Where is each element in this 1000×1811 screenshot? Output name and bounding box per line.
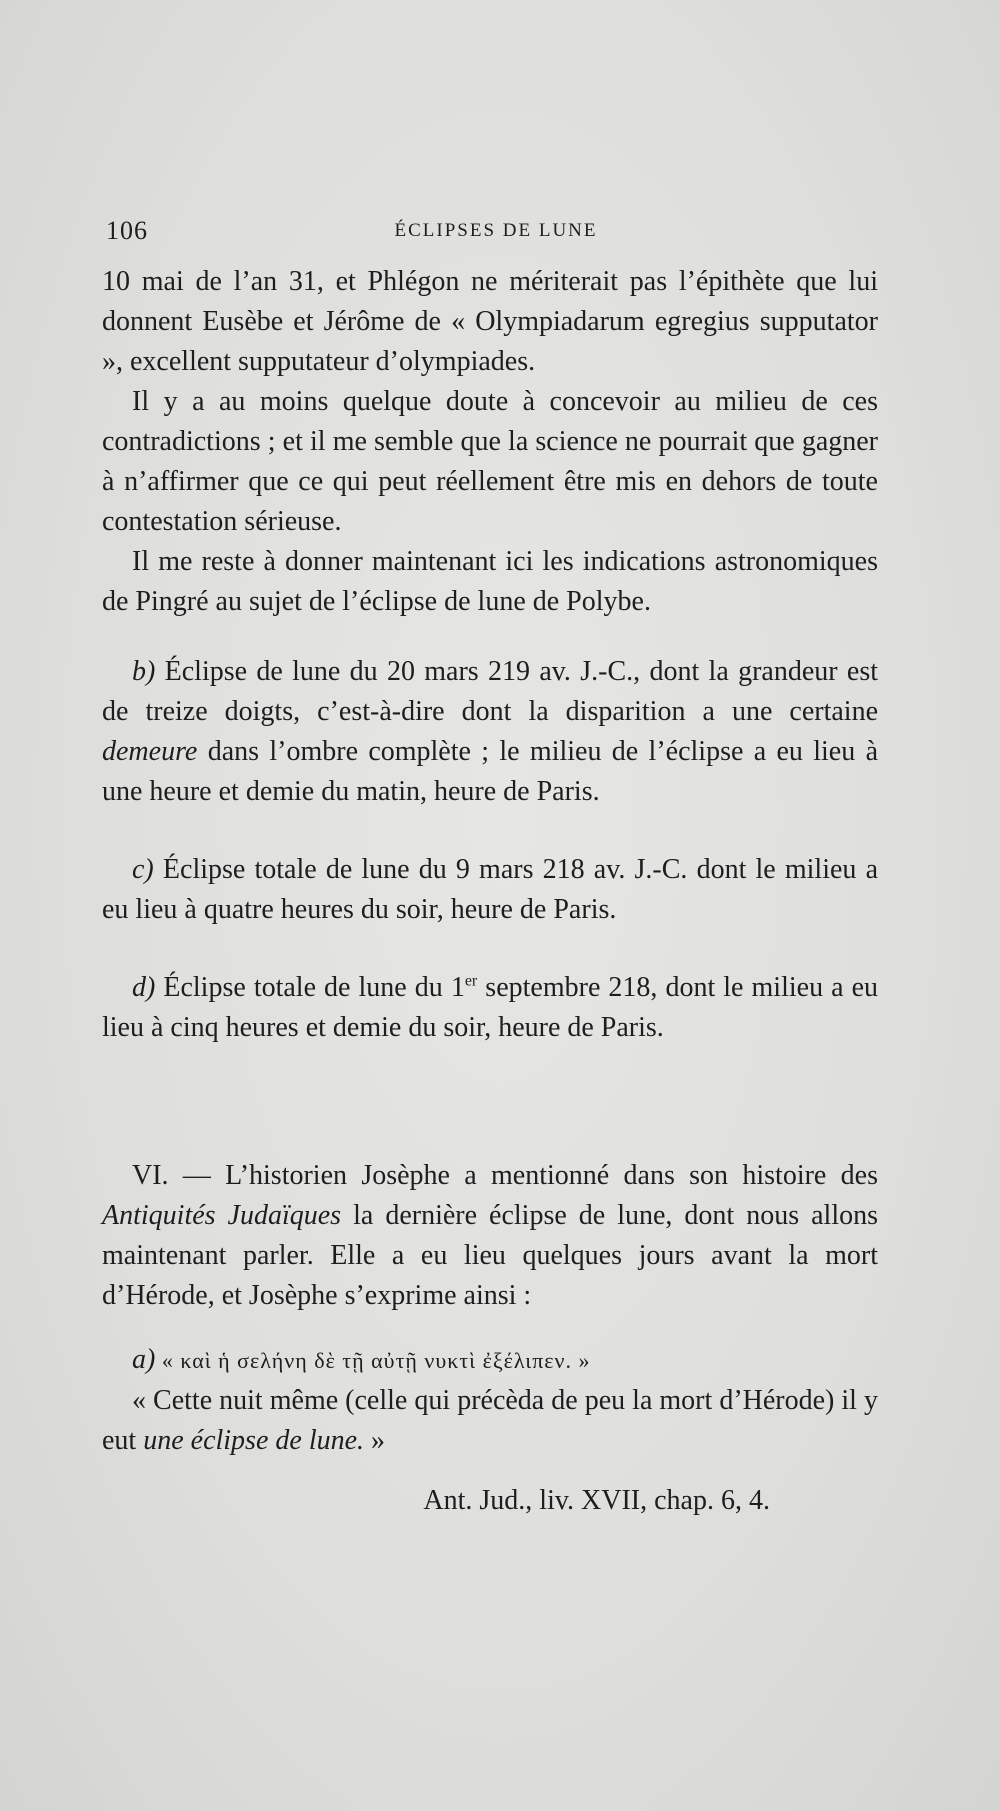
translation-emphasis: une éclipse de lune. (143, 1425, 365, 1456)
eclipse-c-label: c) (132, 854, 154, 885)
eclipse-b-text-end: dans l’ombre complète ; le milieu de l’éclipse a eu lieu à une heure et demie du matin, heure de Paris. (102, 736, 878, 807)
eclipse-c-paragraph (102, 850, 878, 930)
eclipse-b-emphasis: demeure (102, 736, 198, 767)
eclipse-b-paragraph (102, 652, 878, 812)
citation: Ant. Jud., liv. XVII, chap. 6, 4. (423, 1485, 770, 1516)
eclipse-d-superscript: er (464, 972, 478, 990)
paragraph-continuation: 10 mai de l’an 31, et Phlégon ne mériterait pas l’épithète que lui donnent Eusèbe et Jérôme de « Olympiadarum egregius supputator », excellent supputateur d’olympiades. (102, 266, 878, 377)
page-header (106, 216, 886, 246)
translation-text-end: » (364, 1425, 386, 1456)
greek-quote-paragraph (102, 1340, 878, 1381)
section-vi-paragraph (102, 1156, 878, 1316)
running-title: ÉCLIPSES DE LUNE (394, 220, 598, 241)
quote-label: a) (132, 1344, 156, 1375)
paragraph-doubt: Il y a au moins quelque doute à concevoir au milieu de ces contradictions ; et il me semble que la science ne pourrait que gagner à n’affirmer que ce qui peut réellement être mis en dehors de toute contestation sérieuse. (102, 386, 878, 537)
translation-text-start: « Cette nuit même (celle qui précèda de peu la mort d’Hérode) il y eut (102, 1385, 878, 1456)
eclipse-d-text-start: Éclipse totale de lune du 1 (155, 972, 465, 1003)
eclipse-d-label: d) (132, 972, 156, 1003)
eclipse-b-label: b) (132, 656, 156, 687)
paragraph-pingre: Il me reste à donner maintenant ici les indications astronomiques de Pingré au sujet de l’éclipse de lune de Polybe. (102, 546, 878, 617)
eclipse-d-paragraph (102, 968, 878, 1048)
quote-translation (102, 1381, 878, 1461)
section-vi-emphasis: Antiquités Judaïques (102, 1200, 342, 1231)
page-number: 106 (106, 216, 148, 245)
eclipse-d-text-end: septembre 218, dont le milieu a eu lieu à cinq heures et demie du soir, heure de Paris. (102, 972, 879, 1043)
body-text (102, 262, 878, 1521)
eclipse-c-text: Éclipse totale de lune du 9 mars 218 av. J.-C. dont le milieu a eu lieu à quatre heures du soir, heure de Paris. (102, 854, 878, 925)
section-vi-text-start: VI. — L’historien Josèphe a mentionné dans son histoire des (132, 1160, 878, 1191)
eclipse-b-text-start: Éclipse de lune du 20 mars 219 av. J.-C., dont la grandeur est de treize doigts, c’est-à-dire dont la disparition a une certaine (102, 656, 878, 727)
greek-quote: « καὶ ἡ σελήνη δὲ τῇ αὐτῇ νυκτὶ ἐξέλιπεν. » (155, 1348, 591, 1373)
section-vi-text-end: la dernière éclipse de lune, dont nous allons maintenant parler. Elle a eu lieu quelques jours avant la mort d’Hérode, et Josèphe s’exprime ainsi : (102, 1200, 878, 1311)
